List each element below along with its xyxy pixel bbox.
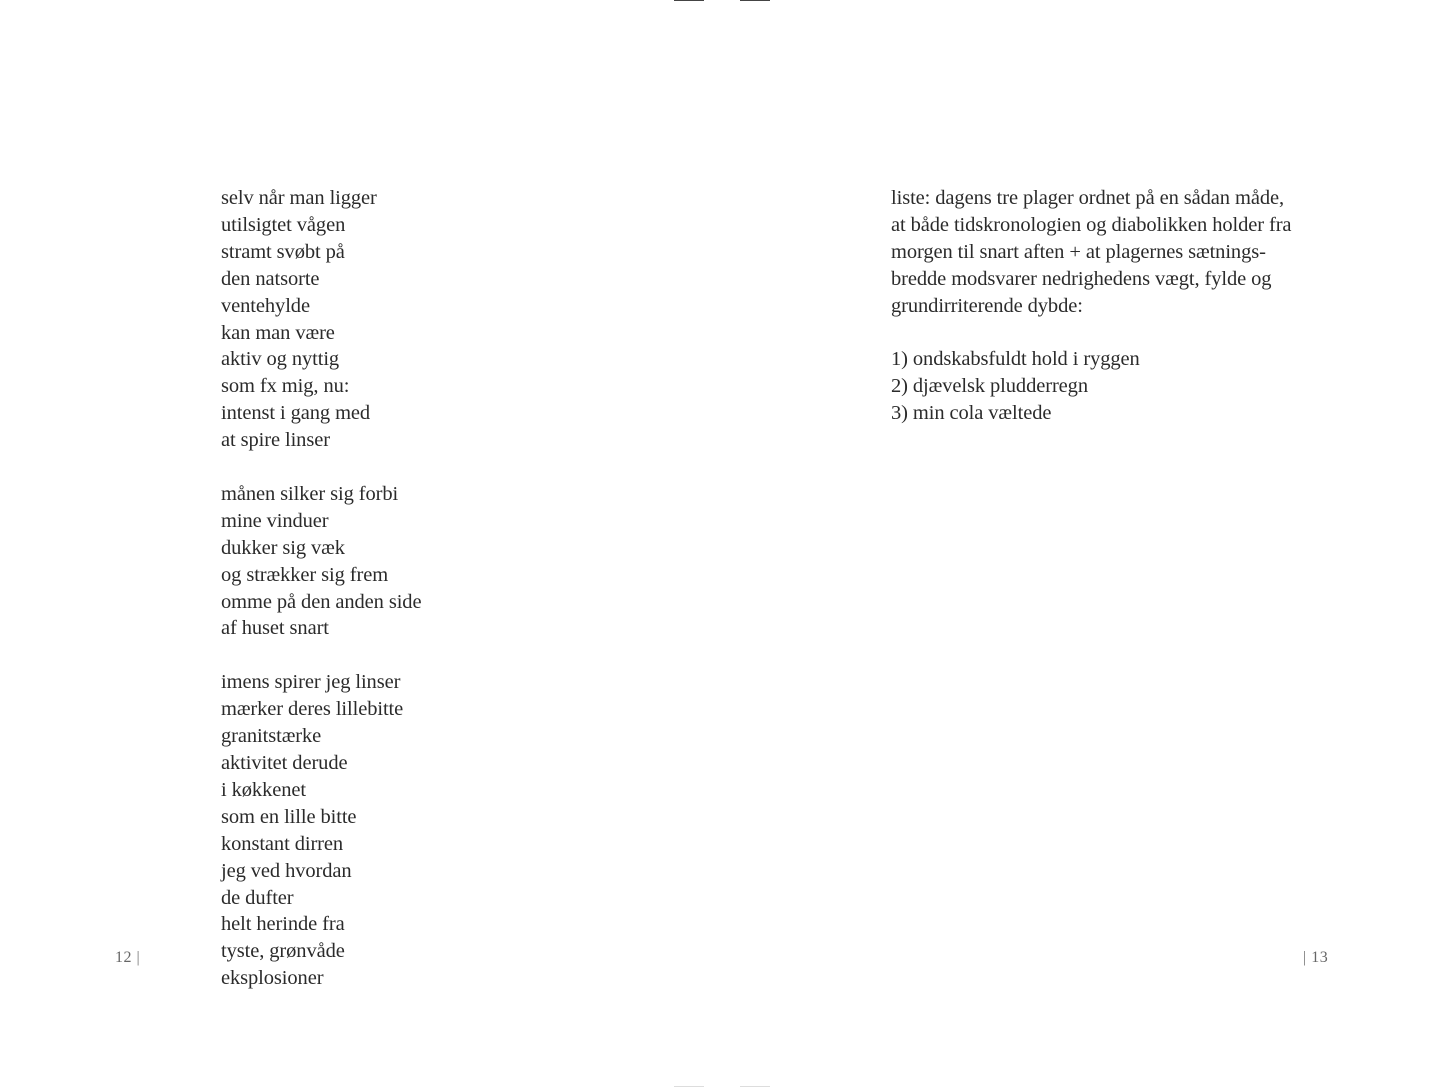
poem-line: mærker deres lillebitte	[221, 698, 404, 721]
list-item: 2) djævelsk pludderregn	[891, 375, 1088, 398]
page-number-right	[1303, 947, 1328, 969]
poem-line: kan man være	[221, 321, 335, 344]
poem-line: som en lille bitte	[221, 805, 357, 828]
poem-line: dukker sig væk	[221, 536, 345, 559]
poem-line: stramt svøbt på	[221, 240, 345, 263]
left-page	[0, 0, 722, 1087]
poem-line: eksplosioner	[221, 967, 324, 990]
poem-line: selv når man ligger	[221, 187, 377, 209]
page-number-left	[115, 947, 140, 969]
stanza	[221, 481, 421, 642]
poem-line: intenst i gang med	[221, 402, 371, 425]
poem-line: mine vinduer	[221, 509, 329, 532]
page-number: 13	[1311, 949, 1329, 966]
plague-list	[891, 346, 1331, 427]
poem-line: at spire linser	[221, 429, 330, 452]
poem-line: i køkkenet	[221, 778, 306, 801]
poem	[221, 185, 421, 992]
poem-line: månen silker sig forbi	[221, 482, 399, 505]
poem-line: aktiv og nyttig	[221, 348, 340, 371]
page-number: 12	[115, 949, 132, 966]
poem-line: og strækker sig frem	[221, 563, 389, 586]
poem-line: de dufter	[221, 886, 294, 909]
right-page	[722, 0, 1445, 1087]
paragraph-line: liste: dagens tre plager ordnet på en sådan måde,	[891, 187, 1284, 209]
poem-line: af huset snart	[221, 617, 329, 640]
stanza	[221, 185, 421, 454]
poem-line: utilsigtet vågen	[221, 213, 346, 236]
poem-line: ventehylde	[221, 294, 310, 317]
poem-line: granitstærke	[221, 725, 322, 748]
poem-line: som fx mig, nu:	[221, 375, 350, 398]
poem-line: aktivitet derude	[221, 752, 348, 774]
paragraph-line: at både tidskronologien og diabolikken holder fra	[891, 213, 1292, 236]
poem-line: helt herinde fra	[221, 913, 345, 936]
folio-separator: |	[136, 949, 141, 966]
paragraph-line: morgen til snart aften + at plagernes sætnings-	[891, 240, 1266, 263]
list-item: 3) min cola væltede	[891, 402, 1052, 425]
list-item: 1) ondskabsfuldt hold i ryggen	[891, 348, 1140, 371]
poem-line: omme på den anden side	[221, 590, 422, 613]
intro-paragraph	[891, 185, 1331, 320]
poem-line: konstant dirren	[221, 832, 344, 855]
stanza	[221, 669, 421, 992]
poem-line: den natsorte	[221, 267, 320, 290]
poem-line: imens spirer jeg linser	[221, 671, 401, 694]
poem-line: jeg ved hvordan	[221, 859, 352, 882]
paragraph-line: grundirriterende dybde:	[891, 294, 1083, 317]
paragraph-line: bredde modsvarer nedrighedens vægt, fylde og	[891, 267, 1272, 290]
poem-line: tyste, grønvåde	[221, 940, 345, 963]
folio-separator: |	[1303, 949, 1307, 966]
prose-block	[891, 185, 1331, 427]
